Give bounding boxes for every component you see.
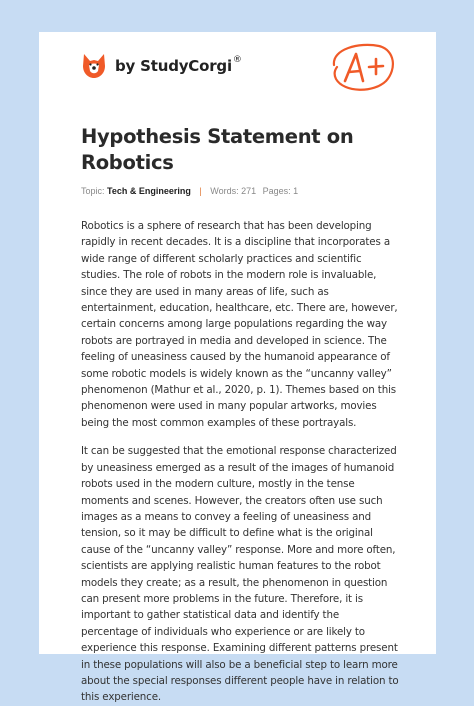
essay-body [81,218,399,706]
document-page [39,32,436,704]
word-count: Words: 271 [210,186,257,196]
corgi-icon [81,52,107,80]
page-title: Hypothesis Statement on Robotics [81,125,354,174]
header [81,32,399,110]
studycorgi-logo[interactable] [81,52,242,80]
brand-name: by StudyCorgi® [115,55,242,75]
meta-line [81,184,399,198]
a-plus-grade-icon [329,41,399,100]
paragraph: Robotics is a sphere of research that has been developing rapidly in recent decades. It is a discipline that incorporates a wide range of different scholarly practices and scientific studies. The role of robots in the modern role is invaluable, since they are used in many areas of life, such as entertainment, education, healthcare, etc. There are, however, certain concerns among large populations regarding the way robots are portrayed in media and developed in science. The feeling of uneasiness caused by the humanoid appearance of some robotic models is widely known as the “uncanny valley” phenomenon (Mathur et al., 2020, p. 1). Themes based on this phenomenon were used in many popular artworks, movies being the most common examples of these portrayals. [81,220,398,429]
topic-link[interactable]: Tech & Engineering [107,186,191,196]
topic-label: Topic: [81,186,105,196]
meta-separator: | [199,186,202,196]
page-count: Pages: 1 [262,186,299,196]
paragraph: It can be suggested that the emotional response characterized by uneasiness emerged as a result of the images of humanoid robots used in the modern culture, mostly in the tense moments and scenes. However, the creators often use such images as a means to convey a feeling of uneasiness and tension, so it may be difficult to define what is the original cause of the “uncanny valley” response. More and more often, scientists are applying realistic human features to the robot models they create; as a result, the phenomenon in question can present more problems in the future. Therefore, it is important to gather statistical data and identify the percentage of individuals who experience or are likely to experience this response. Examining different patterns present in these populations will also be a beneficial step to learn more about the special responses different people have in relation to this experience. [81,445,399,704]
registered-mark: ® [232,55,242,65]
